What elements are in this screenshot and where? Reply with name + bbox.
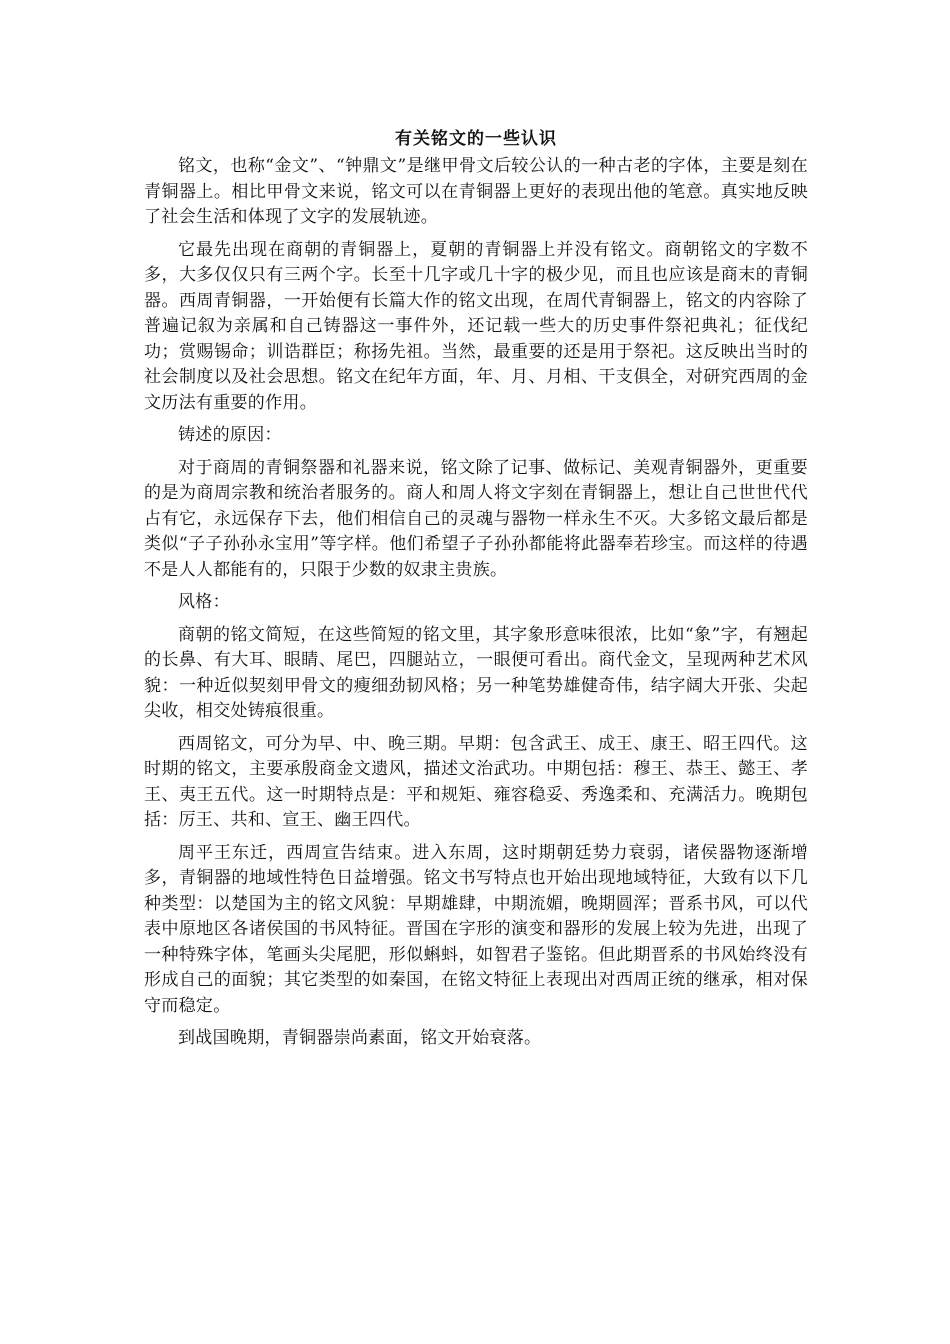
section-heading-reason: 铸述的原因： <box>178 425 282 445</box>
paragraph-warring-states: 到战国晚期，青铜器崇尚素面，铭文开始衰落。 <box>178 1028 542 1048</box>
paragraph-eastern-zhou: 周平王东迁，西周宣告结束。进入东周，这时期朝廷势力衰弱，诸侯器物逐渐增多，青铜器的地域性特色日益增强。铭文书写特点也开始出现地域特征，大致有以下几种类型：以楚国为主的铭文风貌：早期雄肆，中期流媚，晚期圆浑；晋系书风，可以代表中原地区各诸侯国的书风特征。晋国在字形的演变和器形的发展上较为先进，出现了一种特殊字体，笔画头尖尾肥，形似蝌蚪，如智君子鉴铭。但此期晋系的书风始终没有形成自己的面貌；其它类型的如秦国，在铭文特征上表现出对西周正统的继承，相对保守而稳定。 <box>144 842 808 1016</box>
paragraph-shang-style: 商朝的铭文简短，在这些简短的铭文里，其字象形意味很浓，比如“象”字，有翘起的长鼻、有大耳、眼睛、尾巴，四腿站立，一眼便可看出。商代金文，呈现两种艺术风貌：一种近似契刻甲骨文的瘦细劲韧风格；另一种笔势雄健奇伟，结字阔大开张、尖起尖收，相交处铸痕很重。 <box>144 624 808 721</box>
section-heading-style: 风格： <box>178 592 230 612</box>
paragraph-western-zhou: 西周铭文，可分为早、中、晚三期。早期：包含武王、成王、康王、昭王四代。这时期的铭文，主要承殷商金文遗风，描述文治武功。中期包括：穆王、恭王、懿王、孝王、夷王五代。这一时期特点是：平和规矩、雍容稳妥、秀逸柔和、充满活力。晚期包括：厉王、共和、宣王、幽王四代。 <box>144 733 808 830</box>
document-page <box>144 124 808 1059</box>
paragraph-intro: 铭文，也称“金文”、“钟鼎文”是继甲骨文后较公认的一种古老的字体，主要是刻在青铜器上。相比甲骨文来说，铭文可以在青铜器上更好的表现出他的笔意。真实地反映了社会生活和体现了文字的发展轨迹。 <box>144 156 808 227</box>
paragraph-origin: 它最先出现在商朝的青铜器上，夏朝的青铜器上并没有铭文。商朝铭文的字数不多，大多仅仅只有三两个字。长至十几字或几十字的极少见，而且也应该是商末的青铜器。西周青铜器，一开始便有长篇大作的铭文出现，在周代青铜器上，铭文的内容除了普遍记叙为亲属和自己铸器这一事件外，还记载一些大的历史事件祭祀典礼；征伐纪功；赏赐锡命；训诰群臣；称扬先祖。当然，最重要的还是用于祭祀。这反映出当时的社会制度以及社会思想。铭文在纪年方面，年、月、月相、干支俱全，对研究西周的金文历法有重要的作用。 <box>144 239 808 413</box>
document-title: 有关铭文的一些认识 <box>395 129 557 149</box>
paragraph-reason: 对于商周的青铜祭器和礼器来说，铭文除了记事、做标记、美观青铜器外，更重要的是为商周宗教和统治者服务的。商人和周人将文字刻在青铜器上，想让自己世世代代占有它，永远保存下去，他们相信自己的灵魂与器物一样永生不灭。大多铭文最后都是类似“子子孙孙永宝用”等字样。他们希望子子孙孙都能将此器奉若珍宝。而这样的待遇不是人人都能有的，只限于少数的奴隶主贵族。 <box>144 457 808 580</box>
